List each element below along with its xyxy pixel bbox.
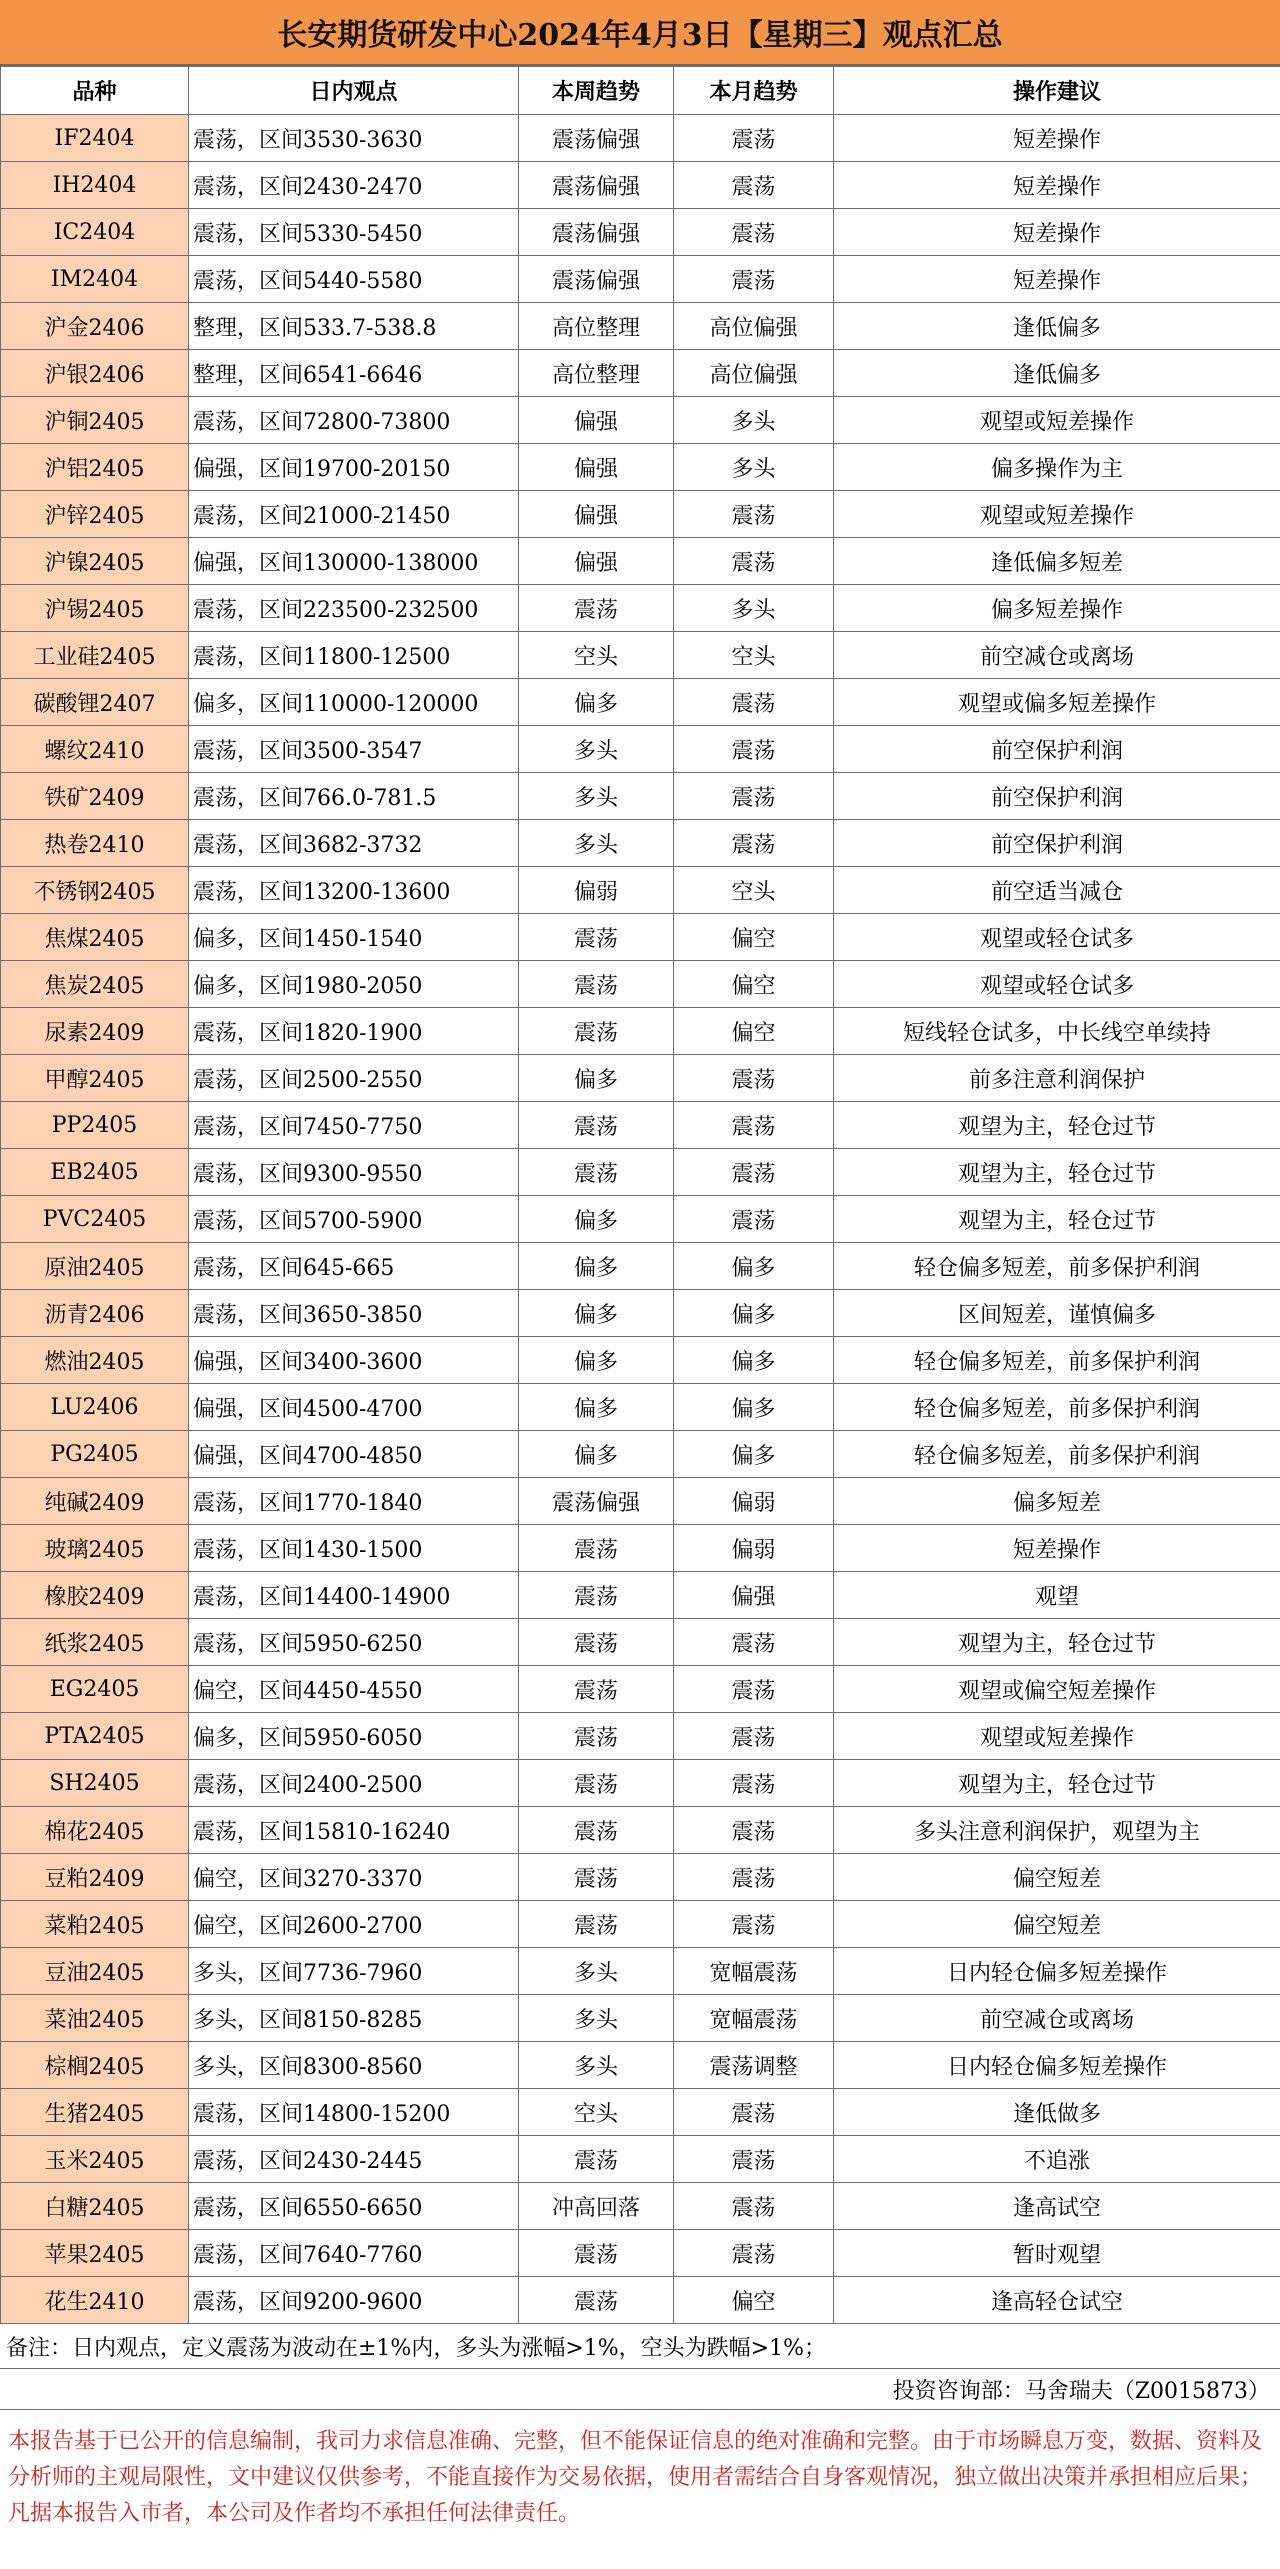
table-row: [1, 1384, 1280, 1431]
week-trend-cell: 偏多: [519, 1337, 674, 1384]
variety-cell: 工业硅2405: [1, 632, 189, 679]
variety-cell: 甲醇2405: [1, 1055, 189, 1102]
suggestion-cell: 观望为主，轻仓过节: [834, 1619, 1280, 1666]
week-trend-cell: 震荡偏强: [519, 162, 674, 209]
intraday-view-cell: 多头，区间7736-7960: [189, 1948, 519, 1995]
month-trend-cell: 震荡: [674, 162, 834, 209]
intraday-view-cell: 震荡，区间5440-5580: [189, 256, 519, 303]
week-trend-cell: 偏多: [519, 1243, 674, 1290]
table-row: [1, 1431, 1280, 1478]
week-trend-cell: 冲高回落: [519, 2183, 674, 2230]
header-suggestion: 操作建议: [834, 67, 1280, 115]
week-trend-cell: 偏弱: [519, 867, 674, 914]
variety-cell: EB2405: [1, 1149, 189, 1196]
table-row: [1, 1995, 1280, 2042]
intraday-view-cell: 震荡，区间6550-6650: [189, 2183, 519, 2230]
table-row: [1, 2089, 1280, 2136]
week-trend-cell: 震荡: [519, 1149, 674, 1196]
table-row: [1, 491, 1280, 538]
variety-cell: SH2405: [1, 1760, 189, 1807]
month-trend-cell: 震荡: [674, 1713, 834, 1760]
variety-cell: 白糖2405: [1, 2183, 189, 2230]
table-row: [1, 1854, 1280, 1901]
intraday-view-cell: 震荡，区间2430-2445: [189, 2136, 519, 2183]
variety-cell: PG2405: [1, 1431, 189, 1478]
table-row: [1, 1102, 1280, 1149]
variety-cell: IH2404: [1, 162, 189, 209]
variety-cell: 铁矿2409: [1, 773, 189, 820]
variety-cell: 沪金2406: [1, 303, 189, 350]
week-trend-cell: 多头: [519, 2042, 674, 2089]
suggestion-cell: 观望或短差操作: [834, 397, 1280, 444]
variety-cell: 热卷2410: [1, 820, 189, 867]
suggestion-cell: 前空保护利润: [834, 820, 1280, 867]
table-row: [1, 961, 1280, 1008]
suggestion-cell: 观望或短差操作: [834, 491, 1280, 538]
table-row: [1, 2277, 1280, 2324]
month-trend-cell: 偏空: [674, 1008, 834, 1055]
suggestion-cell: 逢高试空: [834, 2183, 1280, 2230]
variety-cell: 沪银2406: [1, 350, 189, 397]
month-trend-cell: 震荡: [674, 773, 834, 820]
table-row: [1, 162, 1280, 209]
suggestion-cell: 偏多操作为主: [834, 444, 1280, 491]
intraday-view-cell: 震荡，区间13200-13600: [189, 867, 519, 914]
intraday-view-cell: 震荡，区间2400-2500: [189, 1760, 519, 1807]
suggestion-cell: 观望或轻仓试多: [834, 961, 1280, 1008]
table-row: [1, 209, 1280, 256]
intraday-view-cell: 震荡，区间72800-73800: [189, 397, 519, 444]
week-trend-cell: 震荡: [519, 2230, 674, 2277]
header-month-trend: 本月趋势: [674, 67, 834, 115]
month-trend-cell: 震荡: [674, 1619, 834, 1666]
variety-cell: 菜油2405: [1, 1995, 189, 2042]
suggestion-cell: 不追涨: [834, 2136, 1280, 2183]
month-trend-cell: 高位偏强: [674, 303, 834, 350]
intraday-view-cell: 偏多，区间1980-2050: [189, 961, 519, 1008]
suggestion-cell: 轻仓偏多短差，前多保护利润: [834, 1243, 1280, 1290]
month-trend-cell: 宽幅震荡: [674, 1995, 834, 2042]
month-trend-cell: 偏多: [674, 1384, 834, 1431]
month-trend-cell: 震荡: [674, 1666, 834, 1713]
suggestion-cell: 观望为主，轻仓过节: [834, 1149, 1280, 1196]
week-trend-cell: 偏多: [519, 1055, 674, 1102]
month-trend-cell: 偏强: [674, 1572, 834, 1619]
table-row: [1, 1619, 1280, 1666]
week-trend-cell: 多头: [519, 820, 674, 867]
suggestion-cell: 前空保护利润: [834, 726, 1280, 773]
week-trend-cell: 震荡: [519, 585, 674, 632]
week-trend-cell: 偏多: [519, 1384, 674, 1431]
table-row: [1, 679, 1280, 726]
month-trend-cell: 震荡: [674, 1807, 834, 1854]
header-row: [1, 67, 1280, 115]
variety-cell: 菜粕2405: [1, 1901, 189, 1948]
table-row: [1, 820, 1280, 867]
variety-cell: 沪锌2405: [1, 491, 189, 538]
variety-cell: 沪锡2405: [1, 585, 189, 632]
month-trend-cell: 震荡: [674, 1055, 834, 1102]
week-trend-cell: 偏强: [519, 444, 674, 491]
table-row: [1, 1901, 1280, 1948]
week-trend-cell: 震荡: [519, 2277, 674, 2324]
intraday-view-cell: 震荡，区间9200-9600: [189, 2277, 519, 2324]
intraday-view-cell: 偏强，区间3400-3600: [189, 1337, 519, 1384]
table-row: [1, 115, 1280, 162]
suggestion-cell: 暂时观望: [834, 2230, 1280, 2277]
table-row: [1, 867, 1280, 914]
month-trend-cell: 震荡: [674, 1854, 834, 1901]
suggestion-cell: 前多注意利润保护: [834, 1055, 1280, 1102]
variety-cell: 沪铝2405: [1, 444, 189, 491]
month-trend-cell: 震荡: [674, 538, 834, 585]
table-row: [1, 632, 1280, 679]
suggestion-cell: 短差操作: [834, 115, 1280, 162]
month-trend-cell: 偏多: [674, 1337, 834, 1384]
table-row: [1, 397, 1280, 444]
table-row: [1, 2042, 1280, 2089]
intraday-view-cell: 偏空，区间3270-3370: [189, 1854, 519, 1901]
intraday-view-cell: 震荡，区间9300-9550: [189, 1149, 519, 1196]
variety-cell: 螺纹2410: [1, 726, 189, 773]
intraday-view-cell: 震荡，区间1430-1500: [189, 1525, 519, 1572]
suggestion-cell: 观望或偏多短差操作: [834, 679, 1280, 726]
table-row: [1, 256, 1280, 303]
table-row: [1, 914, 1280, 961]
month-trend-cell: 震荡: [674, 726, 834, 773]
variety-cell: 沥青2406: [1, 1290, 189, 1337]
month-trend-cell: 偏空: [674, 2277, 834, 2324]
table-row: [1, 726, 1280, 773]
week-trend-cell: 震荡: [519, 1666, 674, 1713]
table-row: [1, 303, 1280, 350]
month-trend-cell: 震荡: [674, 1196, 834, 1243]
suggestion-cell: 观望或短差操作: [834, 1713, 1280, 1760]
week-trend-cell: 震荡: [519, 961, 674, 1008]
week-trend-cell: 震荡: [519, 1008, 674, 1055]
table-row: [1, 1713, 1280, 1760]
week-trend-cell: 偏多: [519, 1196, 674, 1243]
week-trend-cell: 震荡: [519, 1102, 674, 1149]
suggestion-cell: 观望或偏空短差操作: [834, 1666, 1280, 1713]
variety-cell: 橡胶2409: [1, 1572, 189, 1619]
suggestion-cell: 观望或轻仓试多: [834, 914, 1280, 961]
suggestion-cell: 前空保护利润: [834, 773, 1280, 820]
suggestion-cell: 轻仓偏多短差，前多保护利润: [834, 1337, 1280, 1384]
week-trend-cell: 震荡: [519, 1807, 674, 1854]
intraday-view-cell: 震荡，区间5330-5450: [189, 209, 519, 256]
variety-cell: 玻璃2405: [1, 1525, 189, 1572]
contact-line: 投资咨询部：马舍瑞夫（Z0015873）: [0, 2369, 1280, 2410]
month-trend-cell: 震荡: [674, 2230, 834, 2277]
intraday-view-cell: 偏多，区间110000-120000: [189, 679, 519, 726]
table-row: [1, 1149, 1280, 1196]
week-trend-cell: 多头: [519, 1995, 674, 2042]
month-trend-cell: 震荡: [674, 1102, 834, 1149]
suggestion-cell: 短差操作: [834, 209, 1280, 256]
week-trend-cell: 震荡: [519, 1901, 674, 1948]
month-trend-cell: 高位偏强: [674, 350, 834, 397]
variety-cell: IM2404: [1, 256, 189, 303]
intraday-view-cell: 震荡，区间1820-1900: [189, 1008, 519, 1055]
intraday-view-cell: 震荡，区间3530-3630: [189, 115, 519, 162]
intraday-view-cell: 多头，区间8300-8560: [189, 2042, 519, 2089]
month-trend-cell: 空头: [674, 867, 834, 914]
table-row: [1, 1055, 1280, 1102]
report-title: 长安期货研发中心2024年4月3日【星期三】观点汇总: [0, 0, 1280, 66]
intraday-view-cell: 整理，区间533.7-538.8: [189, 303, 519, 350]
variety-cell: 花生2410: [1, 2277, 189, 2324]
month-trend-cell: 震荡: [674, 209, 834, 256]
month-trend-cell: 偏空: [674, 961, 834, 1008]
intraday-view-cell: 震荡，区间3650-3850: [189, 1290, 519, 1337]
month-trend-cell: 震荡: [674, 1760, 834, 1807]
suggestion-cell: 短差操作: [834, 162, 1280, 209]
variety-cell: 棕榈2405: [1, 2042, 189, 2089]
week-trend-cell: 震荡: [519, 1854, 674, 1901]
intraday-view-cell: 震荡，区间21000-21450: [189, 491, 519, 538]
suggestion-cell: 多头注意利润保护，观望为主: [834, 1807, 1280, 1854]
intraday-view-cell: 偏空，区间4450-4550: [189, 1666, 519, 1713]
week-trend-cell: 偏多: [519, 1290, 674, 1337]
header-variety: 品种: [1, 67, 189, 115]
suggestion-cell: 前空减仓或离场: [834, 632, 1280, 679]
month-trend-cell: 震荡: [674, 491, 834, 538]
suggestion-cell: 观望为主，轻仓过节: [834, 1102, 1280, 1149]
intraday-view-cell: 震荡，区间15810-16240: [189, 1807, 519, 1854]
table-row: [1, 1478, 1280, 1525]
week-trend-cell: 震荡偏强: [519, 1478, 674, 1525]
intraday-view-cell: 震荡，区间3500-3547: [189, 726, 519, 773]
footnote: 备注：日内观点，定义震荡为波动在±1%内，多头为涨幅>1%，空头为跌幅>1%；: [0, 2324, 1280, 2369]
table-row: [1, 1008, 1280, 1055]
week-trend-cell: 空头: [519, 2089, 674, 2136]
week-trend-cell: 多头: [519, 1948, 674, 1995]
month-trend-cell: 偏弱: [674, 1478, 834, 1525]
variety-cell: 燃油2405: [1, 1337, 189, 1384]
variety-cell: 纯碱2409: [1, 1478, 189, 1525]
month-trend-cell: 震荡调整: [674, 2042, 834, 2089]
week-trend-cell: 震荡: [519, 1760, 674, 1807]
suggestion-cell: 逢低偏多短差: [834, 538, 1280, 585]
month-trend-cell: 震荡: [674, 115, 834, 162]
week-trend-cell: 空头: [519, 632, 674, 679]
table-row: [1, 1948, 1280, 1995]
variety-cell: 沪镍2405: [1, 538, 189, 585]
intraday-view-cell: 偏空，区间2600-2700: [189, 1901, 519, 1948]
week-trend-cell: 震荡偏强: [519, 209, 674, 256]
suggestion-cell: 轻仓偏多短差，前多保护利润: [834, 1384, 1280, 1431]
intraday-view-cell: 震荡，区间2430-2470: [189, 162, 519, 209]
table-row: [1, 1290, 1280, 1337]
month-trend-cell: 多头: [674, 585, 834, 632]
month-trend-cell: 偏多: [674, 1243, 834, 1290]
table-row: [1, 1337, 1280, 1384]
header-intraday-view: 日内观点: [189, 67, 519, 115]
suggestion-cell: 短差操作: [834, 1525, 1280, 1572]
variety-cell: IF2404: [1, 115, 189, 162]
intraday-view-cell: 震荡，区间766.0-781.5: [189, 773, 519, 820]
month-trend-cell: 偏弱: [674, 1525, 834, 1572]
week-trend-cell: 多头: [519, 773, 674, 820]
suggestion-cell: 日内轻仓偏多短差操作: [834, 2042, 1280, 2089]
suggestion-cell: 偏多短差操作: [834, 585, 1280, 632]
intraday-view-cell: 震荡，区间1770-1840: [189, 1478, 519, 1525]
variety-cell: 纸浆2405: [1, 1619, 189, 1666]
month-trend-cell: 偏空: [674, 914, 834, 961]
suggestion-cell: 逢高轻仓试空: [834, 2277, 1280, 2324]
intraday-view-cell: 震荡，区间5700-5900: [189, 1196, 519, 1243]
variety-cell: PP2405: [1, 1102, 189, 1149]
intraday-view-cell: 偏强，区间4500-4700: [189, 1384, 519, 1431]
week-trend-cell: 偏强: [519, 397, 674, 444]
week-trend-cell: 震荡: [519, 914, 674, 961]
table-row: [1, 585, 1280, 632]
table-row: [1, 2230, 1280, 2277]
table-row: [1, 350, 1280, 397]
month-trend-cell: 多头: [674, 444, 834, 491]
suggestion-cell: 逢低偏多: [834, 350, 1280, 397]
table-row: [1, 1572, 1280, 1619]
suggestion-cell: 逢低偏多: [834, 303, 1280, 350]
variety-cell: 原油2405: [1, 1243, 189, 1290]
variety-cell: 焦炭2405: [1, 961, 189, 1008]
table-row: [1, 1196, 1280, 1243]
variety-cell: 焦煤2405: [1, 914, 189, 961]
week-trend-cell: 高位整理: [519, 350, 674, 397]
suggestion-cell: 短差操作: [834, 256, 1280, 303]
week-trend-cell: 偏多: [519, 1431, 674, 1478]
week-trend-cell: 偏多: [519, 679, 674, 726]
month-trend-cell: 震荡: [674, 1901, 834, 1948]
table-row: [1, 1243, 1280, 1290]
variety-cell: 不锈钢2405: [1, 867, 189, 914]
week-trend-cell: 偏强: [519, 491, 674, 538]
intraday-view-cell: 震荡，区间645-665: [189, 1243, 519, 1290]
variety-cell: PVC2405: [1, 1196, 189, 1243]
month-trend-cell: 震荡: [674, 820, 834, 867]
suggestion-cell: 偏空短差: [834, 1854, 1280, 1901]
variety-cell: 尿素2409: [1, 1008, 189, 1055]
suggestion-cell: 区间短差，谨慎偏多: [834, 1290, 1280, 1337]
variety-cell: 碳酸锂2407: [1, 679, 189, 726]
week-trend-cell: 震荡: [519, 2136, 674, 2183]
week-trend-cell: 偏强: [519, 538, 674, 585]
intraday-view-cell: 震荡，区间11800-12500: [189, 632, 519, 679]
variety-cell: 棉花2405: [1, 1807, 189, 1854]
intraday-view-cell: 偏强，区间130000-138000: [189, 538, 519, 585]
suggestion-cell: 日内轻仓偏多短差操作: [834, 1948, 1280, 1995]
month-trend-cell: 震荡: [674, 1149, 834, 1196]
suggestion-cell: 轻仓偏多短差，前多保护利润: [834, 1431, 1280, 1478]
suggestion-cell: 偏多短差: [834, 1478, 1280, 1525]
week-trend-cell: 震荡: [519, 1713, 674, 1760]
views-table: [0, 66, 1280, 2324]
intraday-view-cell: 整理，区间6541-6646: [189, 350, 519, 397]
month-trend-cell: 震荡: [674, 679, 834, 726]
month-trend-cell: 宽幅震荡: [674, 1948, 834, 1995]
table-row: [1, 1807, 1280, 1854]
intraday-view-cell: 震荡，区间14400-14900: [189, 1572, 519, 1619]
header-week-trend: 本周趋势: [519, 67, 674, 115]
week-trend-cell: 震荡: [519, 1572, 674, 1619]
month-trend-cell: 震荡: [674, 2183, 834, 2230]
variety-cell: IC2404: [1, 209, 189, 256]
week-trend-cell: 震荡: [519, 1619, 674, 1666]
intraday-view-cell: 震荡，区间223500-232500: [189, 585, 519, 632]
suggestion-cell: 短线轻仓试多，中长线空单续持: [834, 1008, 1280, 1055]
table-row: [1, 1525, 1280, 1572]
week-trend-cell: 震荡偏强: [519, 115, 674, 162]
suggestion-cell: 观望为主，轻仓过节: [834, 1760, 1280, 1807]
intraday-view-cell: 偏强，区间4700-4850: [189, 1431, 519, 1478]
week-trend-cell: 高位整理: [519, 303, 674, 350]
suggestion-cell: 前空适当减仓: [834, 867, 1280, 914]
month-trend-cell: 多头: [674, 397, 834, 444]
week-trend-cell: 震荡: [519, 1525, 674, 1572]
disclaimer: 本报告基于已公开的信息编制，我司力求信息准确、完整，但不能保证信息的绝对准确和完整。由于市场瞬息万变，数据、资料及分析师的主观局限性，文中建议仅供参考，不能直接作为交易依据，使用者需结合自身客观情况，独立做出决策并承担相应后果；凡据本报告入市者，本公司及作者均不承担任何法律责任。: [8, 2429, 1263, 2526]
month-trend-cell: 偏多: [674, 1290, 834, 1337]
intraday-view-cell: 震荡，区间7640-7760: [189, 2230, 519, 2277]
variety-cell: LU2406: [1, 1384, 189, 1431]
intraday-view-cell: 震荡，区间2500-2550: [189, 1055, 519, 1102]
variety-cell: PTA2405: [1, 1713, 189, 1760]
intraday-view-cell: 震荡，区间7450-7750: [189, 1102, 519, 1149]
variety-cell: 豆油2405: [1, 1948, 189, 1995]
variety-cell: 苹果2405: [1, 2230, 189, 2277]
month-trend-cell: 震荡: [674, 2089, 834, 2136]
table-row: [1, 2136, 1280, 2183]
intraday-view-cell: 震荡，区间5950-6250: [189, 1619, 519, 1666]
intraday-view-cell: 偏多，区间1450-1540: [189, 914, 519, 961]
month-trend-cell: 偏多: [674, 1431, 834, 1478]
variety-cell: 豆粕2409: [1, 1854, 189, 1901]
suggestion-cell: 逢低做多: [834, 2089, 1280, 2136]
variety-cell: EG2405: [1, 1666, 189, 1713]
variety-cell: 玉米2405: [1, 2136, 189, 2183]
variety-cell: 沪铜2405: [1, 397, 189, 444]
suggestion-cell: 观望为主，轻仓过节: [834, 1196, 1280, 1243]
variety-cell: 生猪2405: [1, 2089, 189, 2136]
intraday-view-cell: 震荡，区间14800-15200: [189, 2089, 519, 2136]
suggestion-cell: 前空减仓或离场: [834, 1995, 1280, 2042]
month-trend-cell: 震荡: [674, 256, 834, 303]
table-row: [1, 1666, 1280, 1713]
table-row: [1, 538, 1280, 585]
table-row: [1, 444, 1280, 491]
table-row: [1, 1760, 1280, 1807]
week-trend-cell: 多头: [519, 726, 674, 773]
intraday-view-cell: 多头，区间8150-8285: [189, 1995, 519, 2042]
intraday-view-cell: 震荡，区间3682-3732: [189, 820, 519, 867]
week-trend-cell: 震荡偏强: [519, 256, 674, 303]
suggestion-cell: 观望: [834, 1572, 1280, 1619]
intraday-view-cell: 偏强，区间19700-20150: [189, 444, 519, 491]
month-trend-cell: 震荡: [674, 2136, 834, 2183]
table-row: [1, 2183, 1280, 2230]
table-row: [1, 773, 1280, 820]
intraday-view-cell: 偏多，区间5950-6050: [189, 1713, 519, 1760]
suggestion-cell: 偏空短差: [834, 1901, 1280, 1948]
month-trend-cell: 空头: [674, 632, 834, 679]
